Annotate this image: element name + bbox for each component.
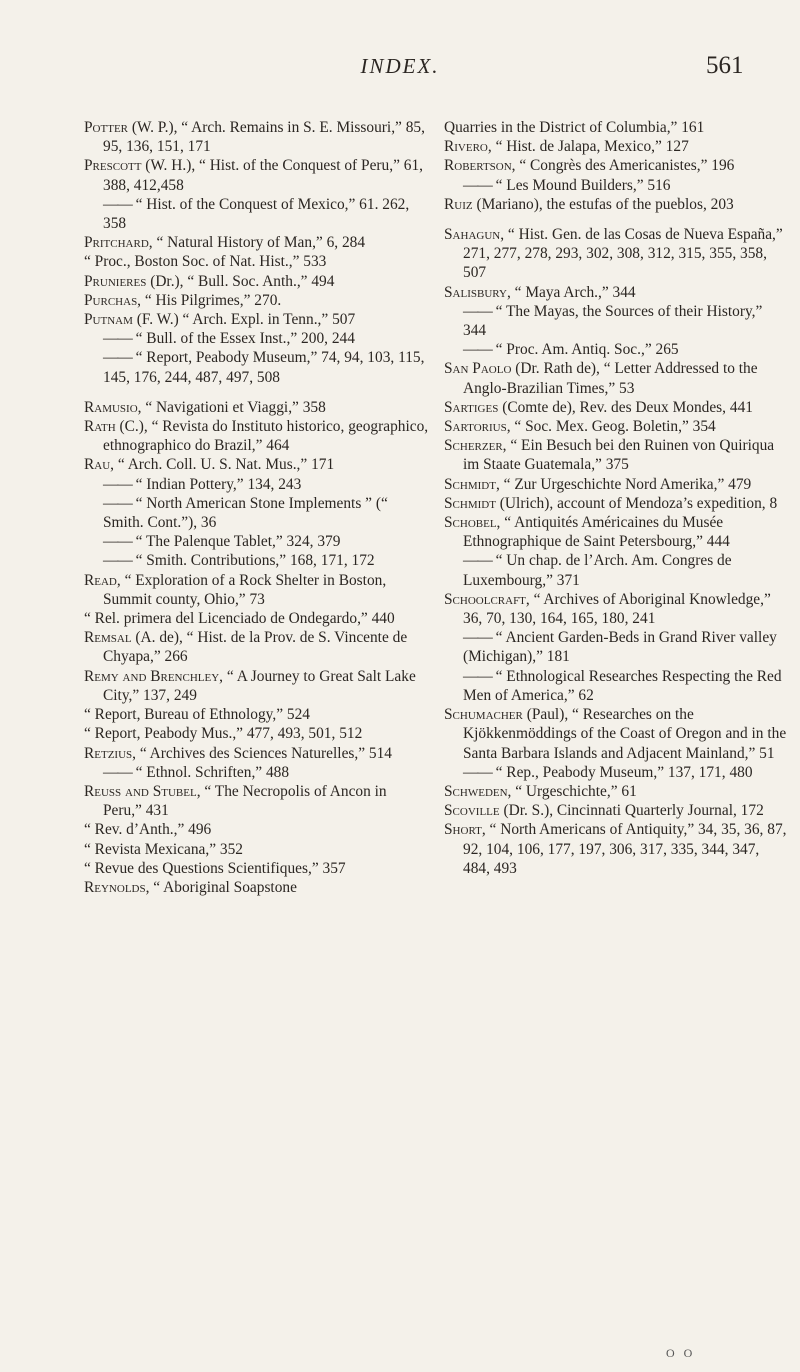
ditto-dash: ——	[463, 341, 492, 359]
ditto-dash: ——	[103, 475, 132, 493]
index-subentry	[444, 628, 789, 666]
ditto-dash: ——	[103, 552, 132, 570]
entry-author: San Paolo	[444, 360, 512, 378]
entry-text: “ Exploration of a Rock Shelter in Boston, Summit county, Ohio,” 73	[103, 571, 387, 608]
entry-author: Reynolds,	[84, 878, 150, 896]
index-entry	[84, 233, 429, 252]
entry-text: “ Rep., Peabody Museum,” 137, 171, 480	[491, 763, 753, 781]
entry-text: (Paul), “ Researches on the Kjökkenmöddings of the Coast of Oregon and in the Santa Barbara Islands and Adjacent Mainland,” 51	[463, 706, 787, 762]
index-entry: “ Rel. primera del Licenciado de Ondegardo,” 440	[84, 610, 395, 628]
entry-text: “ Un chap. de l’Arch. Am. Congres de Luxembourg,” 371	[463, 552, 732, 589]
index-entry	[84, 667, 429, 705]
index-entry	[444, 359, 789, 397]
entry-text: “ The Mayas, the Sources of their History,” 344	[463, 302, 763, 340]
entry-author: Putnam	[84, 311, 133, 329]
entry-text: “ Les Mound Builders,” 516	[491, 176, 671, 194]
entry-text: (C.), “ Revista do Instituto historico, geographico, ethnographico do Brazil,” 464	[103, 418, 429, 455]
index-subentry	[444, 763, 789, 782]
entry-text: “ Report, Peabody Museum,” 74, 94, 103, 115, 145, 176, 244, 487, 497, 508	[103, 349, 425, 386]
entry-text: “ A Journey to Great Salt Lake City,” 137, 249	[103, 667, 416, 704]
entry-author: Sahagun,	[444, 226, 505, 244]
index-entry	[444, 475, 789, 494]
index-entry	[84, 744, 429, 763]
entry-text: “ Maya Arch.,” 344	[510, 283, 636, 301]
index-entry	[84, 156, 429, 194]
entry-text: “ Ethnol. Schriften,” 488	[131, 763, 290, 781]
page-header	[0, 52, 800, 92]
entry-text: “ His Pilgrimes,” 270.	[141, 291, 282, 309]
entry-author: Schmidt,	[444, 475, 500, 493]
ditto-dash: ——	[463, 629, 492, 647]
entry-text: “ Soc. Mex. Geog. Boletin,” 354	[510, 418, 716, 436]
index-subentry	[84, 195, 429, 233]
index-entry	[444, 156, 789, 175]
entry-author: Scoville	[444, 802, 500, 820]
index-entry	[444, 513, 789, 551]
index-subentry	[84, 551, 429, 570]
entry-text: “ Congrès des Americanistes,” 196	[515, 157, 735, 175]
entry-text: “ Antiquités Américaines du Musée Ethnographique de Saint Petersbourg,” 444	[463, 514, 730, 551]
index-entry	[84, 455, 429, 474]
entry-author: Schumacher	[444, 706, 523, 724]
entry-text: “ Urgeschichte,” 61	[511, 782, 637, 800]
entry-author: Sartiges	[444, 398, 499, 416]
ditto-dash: ——	[103, 494, 132, 512]
entry-author: Schweden,	[444, 782, 512, 800]
entry-text: (W. H.), “ Hist. of the Conquest of Peru,” 61, 388, 412,458	[103, 157, 424, 194]
entry-author: Purchas,	[84, 291, 142, 309]
index-column-right	[444, 118, 789, 878]
index-entry	[444, 398, 789, 417]
entry-text: “ Aboriginal Soapstone	[149, 878, 297, 896]
index-entry	[444, 137, 789, 156]
index-entry	[444, 494, 789, 513]
index-entry	[84, 291, 429, 310]
entry-text: “ Indian Pottery,” 134, 243	[131, 475, 302, 493]
entry-text: (Ulrich), account of Mendoza’s expedition, 8	[495, 494, 778, 512]
index-subentry	[444, 302, 789, 340]
entry-author: Sartorius,	[444, 418, 511, 436]
index-entry	[84, 628, 429, 666]
ditto-dash: ——	[463, 552, 492, 570]
index-entry	[444, 590, 789, 628]
entry-author: Schmidt	[444, 494, 496, 512]
entry-text: “ Proc. Am. Antiq. Soc.,” 265	[491, 341, 679, 359]
entry-author: Short,	[444, 821, 486, 839]
section-gap	[84, 387, 429, 398]
entry-author: Robertson,	[444, 157, 516, 175]
ditto-dash: ——	[103, 533, 132, 551]
entry-text: “ The Necropolis of Ancon in Peru,” 431	[103, 782, 387, 820]
index-entry	[444, 225, 789, 283]
running-title: INDEX.	[360, 54, 440, 78]
ditto-dash: ——	[103, 349, 132, 367]
index-subentry	[84, 532, 429, 551]
index-entry	[444, 417, 789, 436]
index-entry	[444, 436, 789, 474]
entry-author: Ramusio,	[84, 398, 142, 416]
index-subentry	[444, 667, 789, 705]
entry-text: “ Ethnological Researches Respecting the Red Men of America,” 62	[463, 667, 782, 704]
index-entry	[444, 801, 789, 820]
entry-text: “ Hist. of the Conquest of Mexico,” 61. 262, 358	[103, 195, 410, 233]
entry-author: Remsal	[84, 629, 132, 647]
entry-author: Rau,	[84, 456, 115, 474]
ditto-dash: ——	[463, 667, 492, 685]
entry-text: “ Archives des Sciences Naturelles,” 514	[136, 744, 392, 762]
section-gap	[444, 214, 789, 225]
entry-author: Salisbury,	[444, 283, 511, 301]
ditto-dash: ——	[463, 763, 492, 781]
index-entry	[84, 571, 429, 609]
entry-author: Rath	[84, 418, 116, 436]
index-entry	[444, 705, 789, 763]
entry-author: Scherzer,	[444, 437, 507, 455]
entry-text: “ Ancient Garden-Beds in Grand River valley (Michigan),” 181	[463, 629, 777, 666]
entry-text: “ Navigationi et Viaggi,” 358	[141, 398, 326, 416]
entry-text: “ Zur Urgeschichte Nord Amerika,” 479	[499, 475, 752, 493]
entry-author: Prescott	[84, 157, 142, 175]
signature-mark: O O	[666, 1346, 696, 1360]
index-entry	[84, 417, 429, 455]
entry-text: (Mariano), the estufas of the pueblos, 203	[472, 195, 734, 213]
index-subentry	[84, 494, 429, 532]
entry-text: (Comte de), Rev. des Deux Mondes, 441	[498, 398, 753, 416]
entry-author: Remy and Brenchley,	[84, 667, 224, 685]
ditto-dash: ——	[463, 176, 492, 194]
index-subentry	[84, 348, 429, 386]
entry-text: (Dr. Rath de), “ Letter Addressed to the Anglo-Brazilian Times,” 53	[463, 360, 758, 397]
entry-text: “ Natural History of Man,” 6, 284	[152, 234, 366, 252]
entry-text: (A. de), “ Hist. de la Prov. de S. Vincente de Chyapa,” 266	[103, 629, 408, 666]
ditto-dash: ——	[103, 195, 132, 213]
index-subentry	[84, 329, 429, 348]
index-entry: “ Revue des Questions Scientifiques,” 357	[84, 859, 346, 877]
entry-text: (F. W.) “ Arch. Expl. in Tenn.,” 507	[132, 311, 356, 329]
index-entry	[444, 283, 789, 302]
index-entry	[84, 272, 429, 291]
index-entry: Quarries in the District of Columbia,” 161	[444, 119, 705, 136]
entry-text: “ Arch. Coll. U. S. Nat. Mus.,” 171	[114, 456, 335, 474]
index-entry	[84, 782, 429, 820]
entry-author: Read,	[84, 571, 121, 589]
entry-author: Reuss and Stubel,	[84, 782, 201, 800]
entry-text: (Dr. S.), Cincinnati Quarterly Journal, 172	[499, 802, 764, 820]
index-entry: “ Rev. d’Anth.,” 496	[84, 821, 212, 839]
index-subentry	[84, 763, 429, 782]
index-entry: “ Proc., Boston Soc. of Nat. Hist.,” 533	[84, 253, 327, 271]
index-column-left	[84, 118, 429, 897]
ditto-dash: ——	[103, 330, 132, 348]
ditto-dash: ——	[463, 302, 492, 320]
index-entry	[444, 782, 789, 801]
index-subentry	[84, 475, 429, 494]
index-entry	[444, 195, 789, 214]
index-entry: “ Revista Mexicana,” 352	[84, 840, 243, 858]
entry-author: Pritchard,	[84, 234, 153, 252]
index-subentry	[444, 551, 789, 589]
index-entry: “ Report, Bureau of Ethnology,” 524	[84, 706, 310, 724]
page-number: 561	[706, 52, 744, 79]
entry-text: “ Hist. Gen. de las Cosas de Nueva España,” 271, 277, 278, 293, 302, 308, 312, 315, 355, 358, 507	[463, 226, 783, 282]
entry-author: Schobel,	[444, 514, 501, 532]
entry-author: Potter	[84, 119, 128, 136]
ditto-dash: ——	[103, 763, 132, 781]
entry-text: “ North Americans of Antiquity,” 34, 35, 36, 87, 92, 104, 106, 177, 197, 306, 317, 335, 344, 347, 484, 493	[463, 821, 787, 877]
index-entry	[444, 820, 789, 878]
index-entry	[84, 398, 429, 417]
entry-author: Prunieres	[84, 272, 147, 290]
entry-text: “ The Palenque Tablet,” 324, 379	[131, 533, 341, 551]
entry-text: “ Archives of Aboriginal Knowledge,” 36, 70, 130, 164, 165, 180, 241	[463, 590, 771, 628]
entry-text: (W. P.), “ Arch. Remains in S. E. Missouri,” 85, 95, 136, 151, 171	[103, 119, 425, 156]
index-entry: “ Report, Peabody Mus.,” 477, 493, 501, 512	[84, 725, 363, 743]
entry-text: “ Bull. of the Essex Inst.,” 200, 244	[131, 330, 355, 348]
entry-text: (Dr.), “ Bull. Soc. Anth.,” 494	[146, 272, 335, 290]
index-subentry	[444, 176, 789, 195]
entry-author: Ruiz	[444, 195, 473, 213]
index-subentry	[444, 340, 789, 359]
entry-text: “ Smith. Contributions,” 168, 171, 172	[131, 552, 375, 570]
index-entry	[84, 878, 429, 897]
entry-author: Schoolcraft,	[444, 590, 530, 608]
entry-text: “ Ein Besuch bei den Ruinen von Quiriqua im Staate Guatemala,” 375	[463, 437, 775, 474]
entry-author: Rivero,	[444, 138, 492, 156]
entry-author: Retzius,	[84, 744, 136, 762]
entry-text: “ North American Stone Implements ” (“ Smith. Cont.”), 36	[103, 494, 388, 532]
entry-text: “ Hist. de Jalapa, Mexico,” 127	[491, 138, 689, 156]
index-entry	[84, 310, 429, 329]
index-entry	[84, 118, 429, 156]
